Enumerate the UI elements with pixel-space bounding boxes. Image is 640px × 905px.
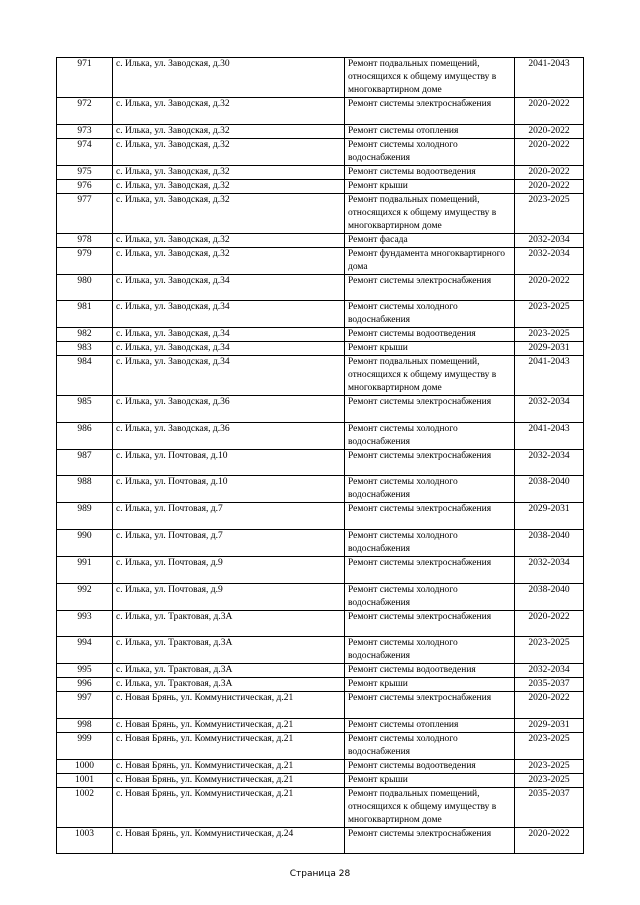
work-type-cell: Ремонт системы электроснабжения <box>345 827 515 854</box>
row-number-cell: 977 <box>57 193 113 233</box>
address-cell: с. Илька, ул. Почтовая, д.7 <box>113 503 345 530</box>
row-number-cell: 987 <box>57 449 113 476</box>
row-number-cell: 978 <box>57 233 113 247</box>
table-row <box>57 165 584 179</box>
address-cell: с. Илька, ул. Почтовая, д.7 <box>113 529 345 556</box>
table-row <box>57 476 584 503</box>
work-type-cell: Ремонт системы отопления <box>345 124 515 138</box>
period-cell: 2041-2043 <box>515 422 584 449</box>
period-cell: 2020-2022 <box>515 138 584 165</box>
address-cell: с. Новая Брянь, ул. Коммунистическая, д.21 <box>113 787 345 827</box>
row-number-cell: 972 <box>57 98 113 125</box>
table-row <box>57 328 584 342</box>
period-cell: 2032-2034 <box>515 664 584 678</box>
work-type-cell: Ремонт фундамента многоквартирного дома <box>345 247 515 274</box>
row-number-cell: 1000 <box>57 759 113 773</box>
address-cell: с. Новая Брянь, ул. Коммунистическая, д.21 <box>113 759 345 773</box>
row-number-cell: 986 <box>57 422 113 449</box>
row-number-cell: 983 <box>57 342 113 356</box>
table-row <box>57 396 584 423</box>
period-cell: 2023-2025 <box>515 328 584 342</box>
period-cell: 2023-2025 <box>515 773 584 787</box>
address-cell: с. Илька, ул. Заводская, д.32 <box>113 124 345 138</box>
work-type-cell: Ремонт системы водоотведения <box>345 759 515 773</box>
period-cell: 2029-2031 <box>515 342 584 356</box>
address-cell: с. Илька, ул. Почтовая, д.10 <box>113 476 345 503</box>
table-row <box>57 233 584 247</box>
period-cell: 2020-2022 <box>515 179 584 193</box>
address-cell: с. Илька, ул. Заводская, д.34 <box>113 301 345 328</box>
row-number-cell: 989 <box>57 503 113 530</box>
address-cell: с. Илька, ул. Почтовая, д.9 <box>113 583 345 610</box>
table-row <box>57 556 584 583</box>
work-type-cell: Ремонт системы холодного водоснабжения <box>345 422 515 449</box>
period-cell: 2023-2025 <box>515 759 584 773</box>
repair-schedule-table <box>56 57 584 854</box>
period-cell: 2023-2025 <box>515 732 584 759</box>
period-cell: 2029-2031 <box>515 718 584 732</box>
row-number-cell: 985 <box>57 396 113 423</box>
period-cell: 2038-2040 <box>515 476 584 503</box>
period-cell: 2041-2043 <box>515 356 584 396</box>
period-cell: 2020-2022 <box>515 274 584 301</box>
period-cell: 2038-2040 <box>515 583 584 610</box>
work-type-cell: Ремонт системы электроснабжения <box>345 449 515 476</box>
row-number-cell: 993 <box>57 610 113 637</box>
work-type-cell: Ремонт системы холодного водоснабжения <box>345 138 515 165</box>
work-type-cell: Ремонт системы холодного водоснабжения <box>345 637 515 664</box>
table-row <box>57 247 584 274</box>
row-number-cell: 990 <box>57 529 113 556</box>
address-cell: с. Новая Брянь, ул. Коммунистическая, д.21 <box>113 692 345 719</box>
work-type-cell: Ремонт системы холодного водоснабжения <box>345 301 515 328</box>
work-type-cell: Ремонт системы холодного водоснабжения <box>345 476 515 503</box>
work-type-cell: Ремонт системы электроснабжения <box>345 503 515 530</box>
table-row <box>57 678 584 692</box>
work-type-cell: Ремонт крыши <box>345 179 515 193</box>
table-row <box>57 138 584 165</box>
work-type-cell: Ремонт системы электроснабжения <box>345 396 515 423</box>
work-type-cell: Ремонт подвальных помещений, относящихся к общему имуществу в многоквартирном доме <box>345 356 515 396</box>
period-cell: 2032-2034 <box>515 247 584 274</box>
period-cell: 2032-2034 <box>515 556 584 583</box>
table-row <box>57 301 584 328</box>
address-cell: с. Илька, ул. Заводская, д.34 <box>113 342 345 356</box>
address-cell: с. Илька, ул. Трактовая, д.3А <box>113 610 345 637</box>
table-row <box>57 356 584 396</box>
row-number-cell: 997 <box>57 692 113 719</box>
row-number-cell: 994 <box>57 637 113 664</box>
row-number-cell: 980 <box>57 274 113 301</box>
work-type-cell: Ремонт системы холодного водоснабжения <box>345 732 515 759</box>
address-cell: с. Илька, ул. Заводская, д.32 <box>113 233 345 247</box>
address-cell: с. Илька, ул. Трактовая, д.3А <box>113 637 345 664</box>
address-cell: с. Новая Брянь, ул. Коммунистическая, д.21 <box>113 718 345 732</box>
table-row <box>57 827 584 854</box>
table-row <box>57 637 584 664</box>
row-number-cell: 974 <box>57 138 113 165</box>
period-cell: 2020-2022 <box>515 610 584 637</box>
address-cell: с. Илька, ул. Заводская, д.34 <box>113 274 345 301</box>
table-row <box>57 342 584 356</box>
period-cell: 2020-2022 <box>515 98 584 125</box>
row-number-cell: 971 <box>57 58 113 98</box>
row-number-cell: 979 <box>57 247 113 274</box>
address-cell: с. Илька, ул. Почтовая, д.9 <box>113 556 345 583</box>
work-type-cell: Ремонт системы электроснабжения <box>345 556 515 583</box>
work-type-cell: Ремонт системы водоотведения <box>345 165 515 179</box>
row-number-cell: 998 <box>57 718 113 732</box>
work-type-cell: Ремонт подвальных помещений, относящихся к общему имуществу в многоквартирном доме <box>345 58 515 98</box>
work-type-cell: Ремонт фасада <box>345 233 515 247</box>
work-type-cell: Ремонт подвальных помещений, относящихся к общему имуществу в многоквартирном доме <box>345 787 515 827</box>
table-row <box>57 193 584 233</box>
period-cell: 2041-2043 <box>515 58 584 98</box>
row-number-cell: 984 <box>57 356 113 396</box>
table-row <box>57 759 584 773</box>
work-type-cell: Ремонт системы отопления <box>345 718 515 732</box>
row-number-cell: 995 <box>57 664 113 678</box>
table-row <box>57 664 584 678</box>
address-cell: с. Илька, ул. Почтовая, д.10 <box>113 449 345 476</box>
address-cell: с. Илька, ул. Заводская, д.32 <box>113 138 345 165</box>
period-cell: 2020-2022 <box>515 692 584 719</box>
row-number-cell: 981 <box>57 301 113 328</box>
address-cell: с. Новая Брянь, ул. Коммунистическая, д.21 <box>113 732 345 759</box>
table-row <box>57 773 584 787</box>
address-cell: с. Илька, ул. Заводская, д.32 <box>113 165 345 179</box>
period-cell: 2020-2022 <box>515 124 584 138</box>
address-cell: с. Илька, ул. Заводская, д.32 <box>113 179 345 193</box>
address-cell: с. Илька, ул. Заводская, д.36 <box>113 422 345 449</box>
work-type-cell: Ремонт системы холодного водоснабжения <box>345 529 515 556</box>
row-number-cell: 1001 <box>57 773 113 787</box>
work-type-cell: Ремонт системы электроснабжения <box>345 692 515 719</box>
address-cell: с. Новая Брянь, ул. Коммунистическая, д.24 <box>113 827 345 854</box>
table-row <box>57 124 584 138</box>
period-cell: 2035-2037 <box>515 678 584 692</box>
work-type-cell: Ремонт крыши <box>345 678 515 692</box>
work-type-cell: Ремонт крыши <box>345 773 515 787</box>
table-row <box>57 274 584 301</box>
work-type-cell: Ремонт системы водоотведения <box>345 328 515 342</box>
row-number-cell: 996 <box>57 678 113 692</box>
row-number-cell: 999 <box>57 732 113 759</box>
row-number-cell: 1003 <box>57 827 113 854</box>
period-cell: 2038-2040 <box>515 529 584 556</box>
table-row <box>57 503 584 530</box>
table-body <box>57 58 584 854</box>
address-cell: с. Илька, ул. Заводская, д.32 <box>113 247 345 274</box>
address-cell: с. Илька, ул. Заводская, д.36 <box>113 396 345 423</box>
address-cell: с. Илька, ул. Трактовая, д.3А <box>113 678 345 692</box>
address-cell: с. Илька, ул. Заводская, д.34 <box>113 356 345 396</box>
work-type-cell: Ремонт крыши <box>345 342 515 356</box>
address-cell: с. Илька, ул. Трактовая, д.3А <box>113 664 345 678</box>
table-row <box>57 449 584 476</box>
work-type-cell: Ремонт системы электроснабжения <box>345 274 515 301</box>
row-number-cell: 988 <box>57 476 113 503</box>
address-cell: с. Илька, ул. Заводская, д.34 <box>113 328 345 342</box>
work-type-cell: Ремонт системы водоотведения <box>345 664 515 678</box>
table-row <box>57 98 584 125</box>
address-cell: с. Илька, ул. Заводская, д.32 <box>113 98 345 125</box>
table-row <box>57 692 584 719</box>
work-type-cell: Ремонт системы электроснабжения <box>345 98 515 125</box>
page-number: Страница 28 <box>289 869 351 879</box>
table-row <box>57 583 584 610</box>
table-row <box>57 179 584 193</box>
row-number-cell: 976 <box>57 179 113 193</box>
period-cell: 2032-2034 <box>515 233 584 247</box>
period-cell: 2023-2025 <box>515 637 584 664</box>
table-row <box>57 422 584 449</box>
row-number-cell: 982 <box>57 328 113 342</box>
table-row <box>57 610 584 637</box>
table-row <box>57 529 584 556</box>
table-row <box>57 787 584 827</box>
period-cell: 2032-2034 <box>515 396 584 423</box>
row-number-cell: 973 <box>57 124 113 138</box>
work-type-cell: Ремонт системы холодного водоснабжения <box>345 583 515 610</box>
row-number-cell: 991 <box>57 556 113 583</box>
work-type-cell: Ремонт системы электроснабжения <box>345 610 515 637</box>
period-cell: 2023-2025 <box>515 301 584 328</box>
period-cell: 2020-2022 <box>515 165 584 179</box>
table-row <box>57 58 584 98</box>
address-cell: с. Илька, ул. Заводская, д.32 <box>113 193 345 233</box>
address-cell: с. Новая Брянь, ул. Коммунистическая, д.21 <box>113 773 345 787</box>
period-cell: 2029-2031 <box>515 503 584 530</box>
period-cell: 2023-2025 <box>515 193 584 233</box>
address-cell: с. Илька, ул. Заводская, д.30 <box>113 58 345 98</box>
row-number-cell: 1002 <box>57 787 113 827</box>
work-type-cell: Ремонт подвальных помещений, относящихся к общему имуществу в многоквартирном доме <box>345 193 515 233</box>
period-cell: 2035-2037 <box>515 787 584 827</box>
table-row <box>57 718 584 732</box>
row-number-cell: 975 <box>57 165 113 179</box>
row-number-cell: 992 <box>57 583 113 610</box>
period-cell: 2020-2022 <box>515 827 584 854</box>
table-row <box>57 732 584 759</box>
period-cell: 2032-2034 <box>515 449 584 476</box>
